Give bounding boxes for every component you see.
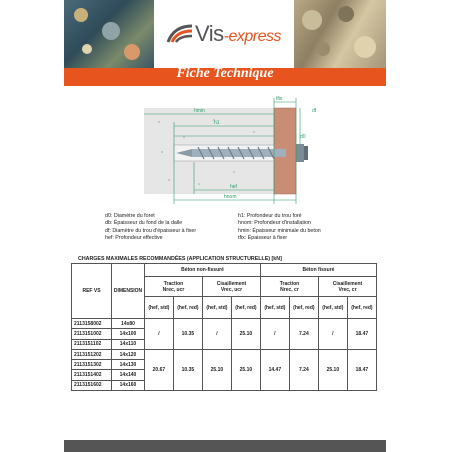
header-group-non-fissure: Béton non-fissuré	[145, 264, 261, 277]
cell-ref: 2113151102	[72, 339, 112, 349]
cell-ref: 2113151602	[72, 380, 112, 390]
cell-value: 25.10	[231, 349, 260, 390]
cell-value: 25.10	[202, 349, 231, 390]
logo-swoosh-icon	[166, 22, 194, 44]
header-ref: REF VS	[72, 264, 112, 319]
cell-ref: 2113151302	[72, 360, 112, 370]
cell-value: /	[260, 319, 289, 350]
tools-photo	[64, 0, 154, 68]
screws-photo	[294, 0, 386, 68]
table-row	[72, 319, 377, 329]
footer-bar	[64, 440, 386, 452]
cell-ref: 2113151402	[72, 370, 112, 380]
cell-value: /	[202, 319, 231, 350]
cell-dimension: 14x100	[112, 329, 145, 339]
header-group-fissure: Béton fissuré	[260, 264, 376, 277]
cell-value: 20.67	[145, 349, 174, 390]
legend-item: hmin: Épaisseur minimale du beton	[238, 227, 321, 234]
cell-dimension: 14x140	[112, 370, 145, 380]
legend-item: df: Diamètre du trou d'épaisseur à fixer	[105, 227, 197, 234]
legend-item: tfix: Épaisseur à fixer	[238, 234, 288, 241]
cell-ref: 2113151002	[72, 329, 112, 339]
legend-item: db: Épaisseur du fond de la dalle	[105, 220, 183, 227]
subheader: (hef, std)	[260, 297, 289, 319]
legend-row	[105, 228, 365, 235]
cell-value: 25.10	[231, 319, 260, 350]
cell-ref: 2113151202	[72, 349, 112, 359]
cell-value: 25.10	[318, 349, 347, 390]
header-banner	[64, 0, 386, 68]
header-dimension: DIMENSION	[112, 264, 145, 319]
brand-name: Vis-express	[194, 21, 282, 46]
header-cisaillement-fis: Cisaillement Vrec, cr	[318, 277, 376, 297]
cell-ref: 2113158002	[72, 319, 112, 329]
header-traction-fis: Traction Nrec, cr	[260, 277, 318, 297]
subheader: (hef, red)	[289, 297, 318, 319]
cell-dimension: 14x160	[112, 380, 145, 390]
legend-item: hef: Profondeur effective	[105, 234, 163, 241]
table-title: CHARGES MAXIMALES RECOMMANDÉES (APPLICATION STRUCTURELLE) [kN]	[78, 256, 282, 262]
legend-row	[105, 220, 365, 227]
subheader: (hef, std)	[318, 297, 347, 319]
subheader: (hef, std)	[202, 297, 231, 319]
cell-value: 7.24	[289, 349, 318, 390]
subheader: (hef, red)	[173, 297, 202, 319]
cell-dimension: 14x130	[112, 360, 145, 370]
subheader: (hef, red)	[347, 297, 376, 319]
cell-dimension: 14x120	[112, 349, 145, 359]
header-traction-non: Traction Nrec, ucr	[145, 277, 203, 297]
label-hmin: hmin	[194, 108, 205, 114]
load-table	[71, 263, 377, 391]
subheader: (hef, red)	[231, 297, 260, 319]
header-cisaillement-non: Cisaillement Vrec, ucr	[202, 277, 260, 297]
cell-value: /	[145, 319, 174, 350]
cell-value: 10.35	[173, 349, 202, 390]
label-df: df	[312, 108, 317, 114]
cell-dimension: 14x110	[112, 339, 145, 349]
brand-logo	[154, 0, 294, 68]
cell-value: 14.47	[260, 349, 289, 390]
cell-value: 10.35	[173, 319, 202, 350]
cell-dimension: 14x80	[112, 319, 145, 329]
legend-item: h1: Profondeur du trou foré	[238, 213, 302, 219]
cell-value: 18.47	[347, 349, 376, 390]
legend-item: d0: Diamètre du foret	[105, 213, 155, 219]
cell-value: 18.47	[347, 319, 376, 350]
cell-value: /	[318, 319, 347, 350]
label-hef: hef	[230, 184, 237, 190]
diagram-legend	[105, 213, 365, 242]
label-d0: d0	[300, 134, 306, 140]
cell-value: 7.24	[289, 319, 318, 350]
label-h1: h1	[214, 120, 220, 126]
label-hnom: hnom	[224, 194, 237, 200]
subheader: (hef, std)	[145, 297, 174, 319]
anchor-diagram	[64, 92, 386, 212]
table-row	[72, 349, 377, 359]
legend-row	[105, 235, 365, 242]
label-tfix: tfix	[276, 96, 283, 102]
page-title: Fiche Technique	[176, 66, 274, 81]
legend-item: hnom: Profondeur d'installation	[238, 220, 311, 227]
